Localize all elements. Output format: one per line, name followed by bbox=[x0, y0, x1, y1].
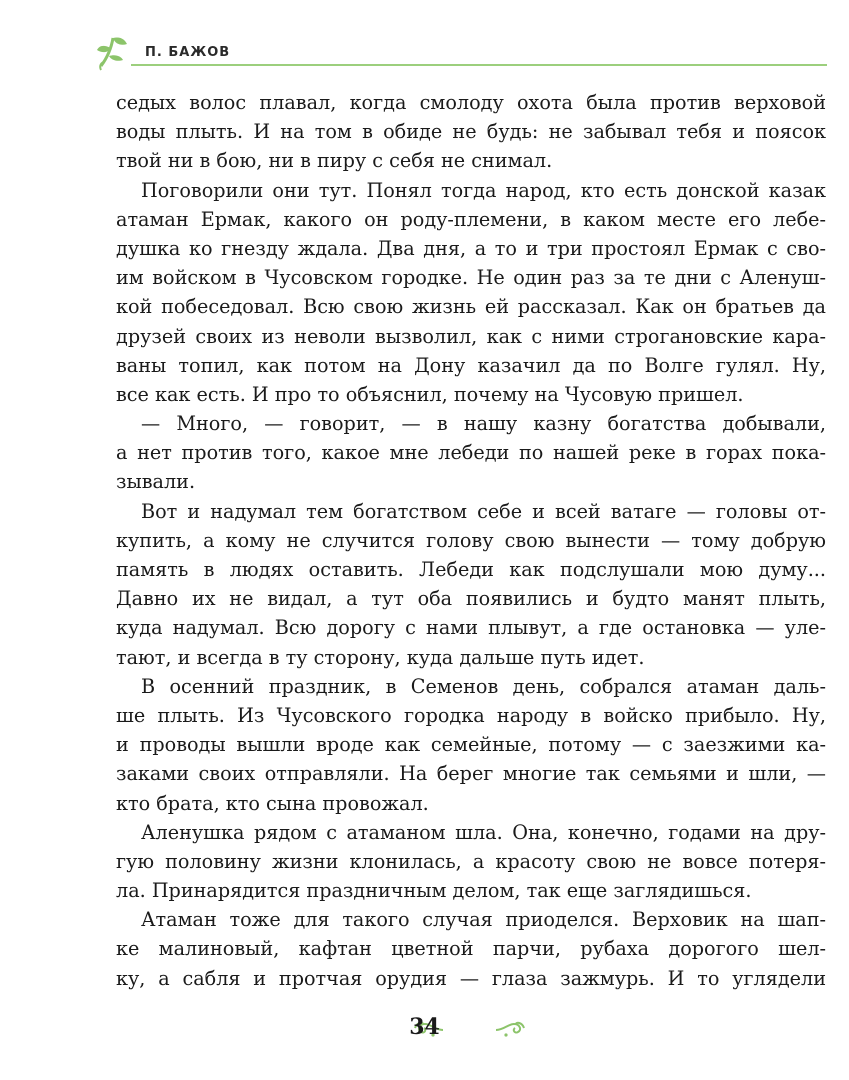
paragraph bbox=[116, 497, 826, 672]
text-line: куда надумал. Всю дорогу с нами плывут, а где остановка — уле- bbox=[116, 616, 826, 640]
page-number: 34 bbox=[409, 1014, 440, 1040]
text-line: друзей своих из неволи вызволил, как с ними строгановские кара- bbox=[116, 324, 826, 348]
text-line: кой побеседовал. Всю свою жизнь ей рассказал. Как он братьев да bbox=[116, 295, 826, 319]
paragraph bbox=[116, 88, 826, 176]
text-line: ке малиновый, кафтан цветной парчи, рубаха дорогого шел- bbox=[116, 937, 826, 961]
text-line: все как есть. И про то объяснил, почему на Чусовую пришел. bbox=[116, 382, 744, 406]
text-line: кто брата, кто сына провожал. bbox=[116, 791, 429, 815]
text-line: атаман Ермак, какого он роду-племени, в каком месте его лебе- bbox=[116, 207, 826, 231]
paragraph bbox=[116, 672, 826, 818]
text-line: Атаман тоже для такого случая приоделся. Верховик на шап- bbox=[141, 908, 826, 932]
text-line: Вот и надумал тем богатством себе и всей ватаге — головы от- bbox=[141, 499, 826, 523]
text-line: Аленушка рядом с атаманом шла. Она, конечно, годами на дру- bbox=[141, 820, 826, 844]
text-line: твой ни в бою, ни в пиру с себя не снимал. bbox=[116, 149, 553, 173]
text-line: ваны топил, как потом на Дону казачил да по Волге гулял. Ну, bbox=[116, 353, 826, 377]
text-line: — Много, — говорит, — в нашу казну богатства добывали, bbox=[141, 412, 826, 436]
paragraph bbox=[116, 176, 826, 410]
page-body bbox=[116, 88, 826, 993]
text-line: и проводы вышли вроде как семейные, потому — с заезжими ка- bbox=[116, 733, 826, 757]
paragraph bbox=[116, 905, 826, 993]
text-line: зывали. bbox=[116, 470, 196, 494]
text-line: Давно их не видал, а тут оба появились и будто манят плыть, bbox=[116, 587, 826, 611]
text-line: ку, а сабля и протчая орудия — глаза зажмурь. И то углядели bbox=[116, 966, 826, 990]
text-line: ла. Принарядится праздничным делом, так еще заглядишься. bbox=[116, 879, 752, 903]
text-line: им войском в Чусовском городке. Не один раз за те дни с Аленуш- bbox=[116, 266, 826, 290]
paragraph bbox=[116, 818, 826, 906]
text-line: заками своих отправляли. На берег многие так семьями и шли, — bbox=[116, 762, 826, 786]
header-rule bbox=[131, 64, 827, 66]
leaf-sprig-icon bbox=[95, 32, 135, 72]
text-line: воды плыть. И на том в обиде не будь: не забывал тебя и поясок bbox=[116, 120, 826, 144]
text-line: Поговорили они тут. Понял тогда народ, кто есть донской казак bbox=[141, 178, 826, 202]
running-header bbox=[95, 32, 827, 72]
text-line: купить, а кому не случится голову свою вынести — тому добрую bbox=[116, 528, 826, 552]
text-line: ше плыть. Из Чусовского городка народу в войско прибыло. Ну, bbox=[116, 703, 826, 727]
curl-ornament-right-icon bbox=[494, 1018, 528, 1040]
text-line: а нет против того, какое мне лебеди по нашей реке в горах пока- bbox=[116, 441, 826, 465]
text-line: гую половину жизни клонилась, а красоту свою не вовсе потеря- bbox=[116, 849, 826, 873]
page-footer bbox=[0, 1010, 849, 1046]
text-line: седых волос плавал, когда смолоду охота была против верховой bbox=[116, 91, 826, 114]
text-line: В осенний праздник, в Семенов день, собрался атаман даль- bbox=[141, 674, 826, 698]
author-name: П. БАЖОВ bbox=[145, 45, 231, 60]
text-line: память в людях оставить. Лебеди как подслушали мою думу... bbox=[116, 558, 826, 581]
text-line: душка ко гнезду ждала. Два дня, а то и три простоял Ермак с сво- bbox=[116, 236, 826, 260]
text-line: тают, и всегда в ту сторону, куда дальше путь идет. bbox=[116, 645, 645, 669]
paragraph bbox=[116, 409, 826, 497]
